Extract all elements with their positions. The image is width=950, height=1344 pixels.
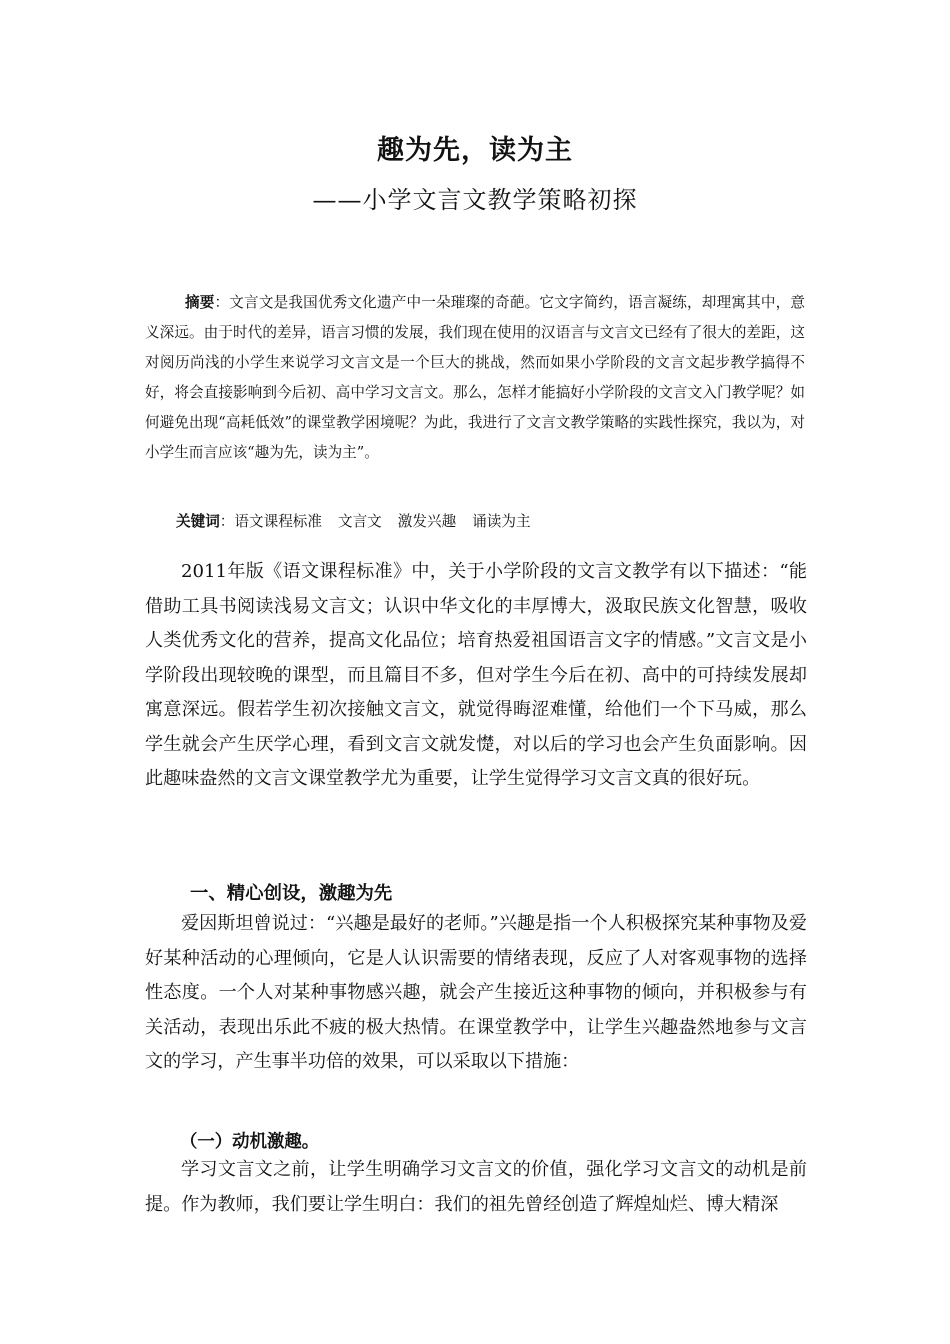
intro-paragraph-block <box>145 555 807 797</box>
abstract-label: 摘要 <box>185 294 215 311</box>
document-title: 趣为先，读为主 <box>377 135 573 166</box>
keywords-label: 关键词 <box>176 513 220 530</box>
abstract-text: ：文言文是我国优秀文化遗产中一朵璀璨的奇葩。它文字简约，语言凝练，却理寓其中，意义深远。由于时代的差异，语言习惯的发展，我们现在使用的汉语言与文言文已经有了很大的差距，这对阅历尚浅的小学生来说学习文言文是一个巨大的挑战，然而如果小学阶段的文言文起步教学搞得不好，将会直接影响到今后初、高中学习文言文。那么，怎样才能搞好小学阶段的文言文入门教学呢？如何避免出现“高耗低效”的课堂教学困境呢？为此，我进行了文言文教学策略的实践性探究，我以为，对小学生而言应该“趣为先，读为主”。 <box>145 294 805 461</box>
subsection-heading: （一）动机激趣。 <box>180 1132 320 1152</box>
abstract-paragraph <box>145 288 805 468</box>
abstract-section <box>145 288 805 468</box>
section-heading: 一、精心创设，激趣为先 <box>190 883 393 904</box>
document-subtitle: ——小学文言文教学策略初探 <box>312 186 638 214</box>
keywords-colon: ： <box>219 513 235 530</box>
keyword-item: 语文课程标准 <box>234 513 322 530</box>
keywords-line <box>176 507 547 537</box>
keyword-item: 文言文 <box>337 513 382 530</box>
subsection-paragraph-block <box>145 1153 807 1222</box>
subsection-paragraph: 学习文言文之前，让学生明确学习文言文的价值，强化学习文言文的动机是前提。作为教师，我们要让学生明白：我们的祖先曾经创造了辉煌灿烂、博大精深 <box>145 1159 807 1215</box>
section-paragraph: 爱因斯坦曾说过：“兴趣是最好的老师。”兴趣是指一个人积极探究某种事物及爱好某种活动的心理倾向，它是人认识需要的情绪表现，反应了人对客观事物的选择性态度。一个人对某种事物感兴趣，就会产生接近这种事物的倾向，并积极参与有关活动，表现出乐此不疲的极大热情。在课堂教学中，让学生兴趣盎然地参与文言文的学习，产生事半功倍的效果，可以采取以下措施： <box>145 913 807 1072</box>
intro-paragraph: 2011年版《语文课程标准》中，关于小学阶段的文言文教学有以下描述：“能借助工具书阅读浅易文言文；认识中华文化的丰厚博大，汲取民族文化智慧，吸收人类优秀文化的营养，提高文化品位；培育热爱祖国语言文字的情感。”文言文是小学阶段出现较晚的课型，而且篇目不多，但对学生今后在初、高中的可持续发展却寓意深远。假若学生初次接触文言文，就觉得晦涩难懂，给他们一个下马威，那么学生就会产生厌学心理，看到文言文就发憷，对以后的学习也会产生负面影响。因此趣味盎然的文言文课堂教学尤为重要，让学生觉得学习文言文真的很好玩。 <box>145 561 807 789</box>
keyword-item: 诵读为主 <box>472 513 531 530</box>
section-paragraph-block <box>145 907 807 1080</box>
keyword-item: 激发兴趣 <box>397 513 457 530</box>
